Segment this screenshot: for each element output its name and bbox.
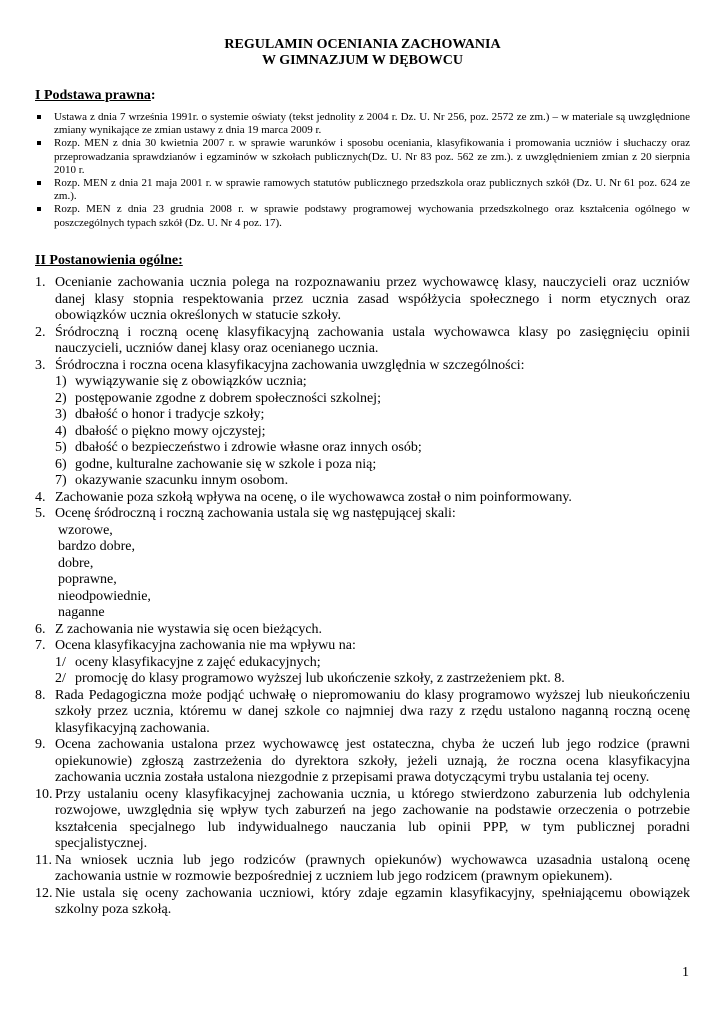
sublist-number: 1/: [55, 654, 66, 670]
sublist-text: okazywanie szacunku innym osobom.: [75, 473, 289, 488]
provision-item: [35, 622, 690, 639]
sublist-text: postępowanie zgodne z dobrem społeczności szkolnej;: [75, 390, 381, 406]
provision-number: 2.: [35, 324, 46, 340]
sublist-text: dbałość o honor i tradycje szkoły;: [75, 407, 265, 422]
provision-text: Śródroczna i roczna ocena klasyfikacyjna zachowania uwzględnia w szczególności:: [55, 357, 525, 373]
provision-number: 3.: [35, 357, 46, 373]
provision-text: Rada Pedagogiczna może podjąć uchwałę o niepromowaniu do klasy programowo wyższej lub nieukończeniu szkoły przez ucznia, któremu w danej szkole co najmniej dwa razy z rzędu ustalono naganną roczną ocenę klasyfikacyjną zachowania.: [55, 687, 690, 736]
sublist-item: [55, 457, 690, 474]
sublist-number: 5): [55, 440, 67, 455]
provision-text: Z zachowania nie wystawia się ocen bieżących.: [55, 621, 323, 637]
provision-text: Śródroczną i roczną ocenę klasyfikacyjną zachowania ustala wychowawca klasy po zasięgnięciu opinii nauczycieli, uczniów danej klasy oraz ocenianego ucznia.: [55, 324, 690, 356]
provision-number: 6.: [35, 621, 46, 637]
provision-item: [35, 506, 690, 622]
sublist-text: godne, kulturalne zachowanie się w szkole i poza nią;: [75, 456, 377, 472]
legal-basis-list: [35, 111, 690, 230]
page-number: 1: [682, 965, 689, 980]
grade-scale-item: dobre,: [58, 555, 94, 571]
sublist-number: 1): [55, 374, 67, 389]
provision-item: [35, 853, 690, 886]
sublist-text: oceny klasyfikacyjne z zajęć edukacyjnych;: [75, 654, 321, 670]
provision-text: Ocenę śródroczną i roczną zachowania ustala się wg następującej skali:: [55, 506, 456, 521]
sublist-text: promocję do klasy programowo wyższej lub ukończenie szkoły, z zastrzeżeniem pkt. 8.: [75, 671, 565, 686]
impact-sublist: [55, 655, 690, 688]
provision-text: Przy ustalaniu oceny klasyfikacyjnej zachowania ucznia, u którego stwierdzono zaburzenia lub odchylenia rozwojowe, uwzględnia się wpływ tych zaburzeń na jego zachowanie na podstawie orzeczenia o potrzebie kształcenia specjalnego lub indywidualnego nauczania lub opinii PPP, w tym publicznej poradni specjalistycznej.: [55, 786, 690, 851]
provision-number: 9.: [35, 737, 46, 752]
provision-number: 8.: [35, 687, 46, 703]
legal-basis-item: Rozp. MEN z dnia 30 kwietnia 2007 r. w sprawie warunków i sposobu oceniania, klasyfikowania i promowania uczniów i słuchaczy oraz przeprowadzania sprawdzianów i egzaminów w szkołach publicznych(Dz. U. Nr 83 poz. 562 ze zm.). z uwzględnieniem zmian z 20 sierpnia 2010 r.: [35, 137, 690, 177]
section-heading-general-provisions: II Postanowienia ogólne:: [35, 253, 183, 268]
sublist-item: [55, 440, 690, 457]
sublist-number: 7): [55, 473, 67, 488]
provision-item: [35, 886, 690, 919]
section-heading-colon: :: [150, 88, 156, 103]
grade-scale-item: nieodpowiednie,: [58, 588, 151, 604]
document-title: REGULAMIN OCENIANIA ZACHOWANIA: [224, 37, 501, 52]
provision-number: 11.: [35, 852, 52, 868]
sublist-item: [55, 424, 690, 441]
sublist-item: [55, 655, 690, 672]
grade-scale-item: poprawne,: [58, 572, 117, 587]
provision-text: Zachowanie poza szkołą wpływa na ocenę, o ile wychowawca został o nim poinformowany.: [55, 489, 572, 505]
legal-basis-item: Rozp. MEN z dnia 23 grudnia 2008 r. w sprawie podstawy programowej wychowania przedszkolnego oraz kształcenia ogólnego w poszczególnych typach szkół (Dz. U. Nr 4 poz. 17).: [35, 203, 690, 229]
sublist-item: [55, 407, 690, 424]
legal-basis-item: Ustawa z dnia 7 września 1991r. o systemie oświaty (tekst jednolity z 2004 r. Dz. U. Nr 256, poz. 2572 ze zm.) – w materiale są uwzględnione zmiany wynikające ze zmian ustawy z dnia 19 marca 2009 r.: [35, 111, 690, 137]
section-heading-legal-basis-text: I Podstawa prawna: [35, 88, 151, 103]
sublist-number: 6): [55, 456, 67, 472]
sublist-item: [55, 671, 690, 688]
provision-item: [35, 638, 690, 688]
general-provisions-list: [35, 275, 690, 919]
sublist-item: [55, 473, 690, 490]
provision-item: [35, 275, 690, 325]
document-subtitle: W GIMNAZJUM W DĘBOWCU: [261, 53, 464, 68]
provision-number: 12.: [35, 885, 53, 901]
provision-number: 7.: [35, 638, 46, 653]
grade-scale-item: wzorowe,: [58, 522, 113, 538]
sublist-text: dbałość o bezpieczeństwo i zdrowie własne oraz innych osób;: [75, 440, 422, 455]
provision-item: [35, 737, 690, 787]
sublist-item: [55, 374, 690, 391]
provision-item: [35, 490, 690, 507]
sublist-text: wywiązywanie się z obowiązków ucznia;: [75, 374, 307, 389]
sublist-number: 2): [55, 390, 67, 406]
section-heading-legal-basis: [35, 88, 156, 104]
provision-number: 1.: [35, 275, 46, 290]
provision-item: [35, 787, 690, 853]
legal-basis-item: Rozp. MEN z dnia 21 maja 2001 r. w sprawie ramowych statutów publicznego przedszkola oraz publicznych szkół (Dz. U. Nr 61 poz. 624 ze zm.).: [35, 177, 690, 203]
provision-text: Nie ustala się oceny zachowania uczniowi, który zdaje egzamin klasyfikacyjny, spełniającemu obowiązek szkolny poza szkołą.: [55, 885, 690, 917]
provision-item: [35, 688, 690, 738]
provision-item: [35, 325, 690, 358]
provision-text: Ocena klasyfikacyjna zachowania nie ma wpływu na:: [55, 638, 356, 653]
grade-scale-list: [55, 523, 690, 622]
provision-text: Ocenianie zachowania ucznia polega na rozpoznawaniu przez wychowawcę klasy, nauczycieli oraz uczniów danej klasy stopnia respektowania przez ucznia zasad współżycia społecznego i norm etycznych oraz obowiązków ucznia określonych w statucie szkoły.: [55, 275, 690, 323]
provision-number: 5.: [35, 506, 46, 521]
provision-item: [35, 358, 690, 490]
sublist-number: 4): [55, 423, 67, 439]
criteria-sublist: [55, 374, 690, 490]
provision-number: 10.: [35, 786, 53, 802]
provision-number: 4.: [35, 489, 46, 505]
sublist-number: 3): [55, 407, 67, 422]
sublist-text: dbałość o piękno mowy ojczystej;: [75, 423, 266, 439]
provision-text: Na wniosek ucznia lub jego rodziców (prawnych opiekunów) wychowawca uzasadnia ustaloną ocenę zachowania ustnie w rozmowie bezpośredniej z uczniem lub jego rodzicem (prawnym opiekunem).: [55, 852, 690, 884]
sublist-number: 2/: [55, 671, 66, 686]
grade-scale-item: naganne: [58, 605, 105, 620]
grade-scale-item: bardzo dobre,: [58, 539, 135, 554]
provision-text: Ocena zachowania ustalona przez wychowawcę jest ostateczna, chyba że uczeń lub jego rodzice (prawni opiekunowie) zgłoszą zastrzeżenia do dyrektora szkoły, jeżeli uznają, że roczna ocena klasyfikacyjna zachowania ucznia została ustalona niezgodnie z przepisami prawa dotyczącymi trybu ustalania tej oceny.: [55, 737, 690, 785]
sublist-item: [55, 391, 690, 408]
